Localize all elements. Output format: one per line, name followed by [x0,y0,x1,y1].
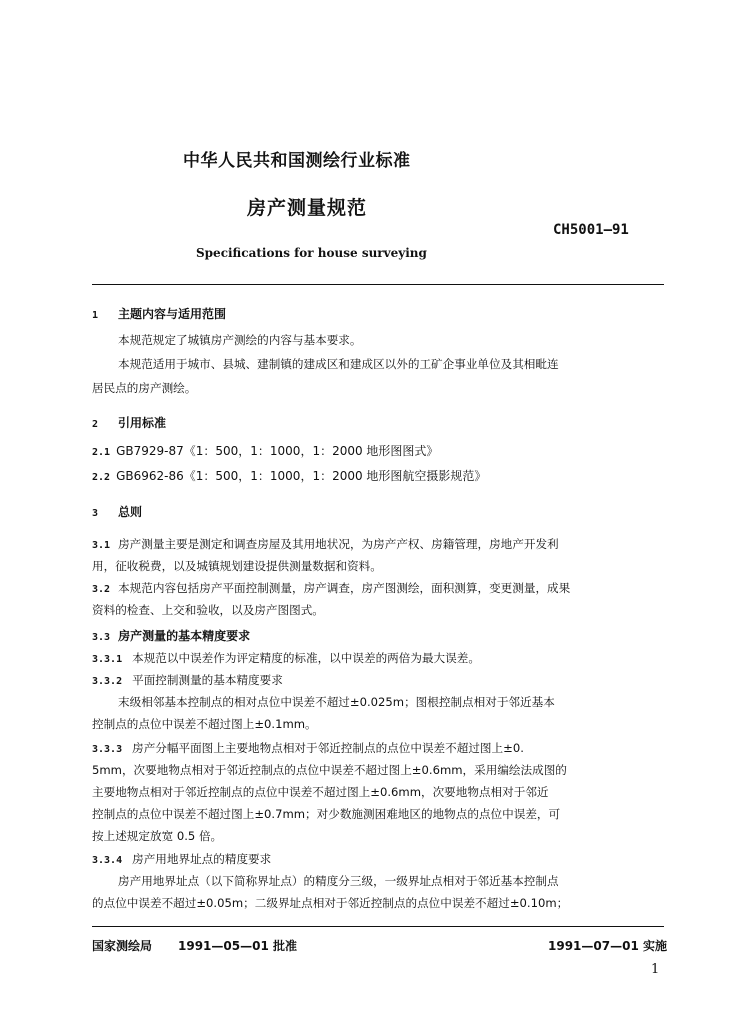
clause-3-3-1 [92,648,480,670]
clause-number: 3.3 [92,632,111,643]
section-number: 1 [92,310,99,321]
clause-title: 平面控制测量的基本精度要求 [132,673,283,687]
paragraph: 资料的检查、上交和验收，以及房产图图式。 [92,603,324,617]
clause-text: 本规范内容包括房产平面控制测量，房产调查，房产图测绘，面积测算，变更测量，成果 [118,581,571,595]
standard-title: 中华人民共和国测绘行业标准 [183,151,411,171]
header-divider [92,284,664,285]
paragraph: 控制点的点位中误差不超过图上±0.1mm。 [92,717,317,731]
section-3-heading [92,503,142,520]
clause-title: 房产用地界址点的精度要求 [132,852,272,866]
paragraph: 居民点的房产测绘。 [92,381,197,395]
paragraph: 的点位中误差不超过±0.05m；二级界址点相对于邻近控制点的点位中误差不超过±0.10m； [92,896,569,910]
paragraph: 本规范适用于城市、县城、建制镇的建成区和建成区以外的工矿企事业单位及其相毗连 [118,357,559,371]
clause-text: 房产分幅平面图上主要地物点相对于邻近控制点的点位中误差不超过图上±0. [132,741,524,755]
english-title: Specifications for house surveying [196,246,427,260]
document-title: 房产测量规范 [247,197,368,219]
footer-divider [92,926,664,927]
clause-3-3-2 [92,670,283,692]
section-number: 2 [92,419,99,430]
paragraph: 主要地物点相对于邻近控制点的点位中误差不超过图上±0.6mm，次要地物点相对于邻近 [92,785,549,799]
section-1-heading [92,305,226,322]
paragraph: 按上述规定放宽 0.5 倍。 [92,829,223,843]
clause-number: 3.3.2 [92,676,123,687]
clause-number: 3.2 [92,584,111,595]
reference-item [92,442,438,459]
clause-number: 2.2 [92,472,111,483]
clause-text: 本规范以中误差作为评定精度的标准，以中误差的两倍为最大误差。 [132,651,480,665]
clause-number: 3.3.3 [92,744,123,755]
section-title: 总则 [118,505,143,519]
standard-code: CH5001—91 [553,222,629,238]
implementation-date: 1991—07—01 实施 [548,939,667,953]
approval-date: 1991—05—01 批准 [178,939,297,953]
paragraph: 本规范规定了城镇房产测绘的内容与基本要求。 [118,333,362,347]
paragraph: 用，征收税费，以及城镇规划建设提供测量数据和资料。 [92,559,382,573]
section-title: 引用标准 [118,416,167,430]
paragraph: 房产用地界址点（以下简称界址点）的精度分三级，一级界址点相对于邻近基本控制点 [118,874,559,888]
reference-text: GB6962-86《1：500，1：1000，1：2000 地形图航空摄影规范》 [116,469,487,483]
reference-text: GB7929-87《1：500，1：1000，1：2000 地形图图式》 [116,444,439,458]
clause-number: 3.1 [92,540,111,551]
clause-number: 3.3.4 [92,855,123,866]
section-2-heading [92,414,166,431]
clause-3-2 [92,578,570,600]
clause-3-3-4 [92,849,271,871]
section-number: 3 [92,508,99,519]
clause-number: 2.1 [92,447,111,458]
clause-number: 3.3.1 [92,654,123,665]
clause-title: 房产测量的基本精度要求 [118,629,251,643]
paragraph: 5mm，次要地物点相对于邻近控制点的点位中误差不超过图上±0.6mm，采用编绘法成图的 [92,763,567,777]
clause-text: 房产测量主要是测定和调查房屋及其用地状况，为房产产权、房籍管理，房地产开发利 [118,537,559,551]
paragraph: 控制点的点位中误差不超过图上±0.7mm；对少数施测困难地区的地物点的点位中误差，可 [92,807,561,821]
page-number: 1 [651,962,660,977]
section-title: 主题内容与适用范围 [118,307,227,321]
clause-3-3-3 [92,738,524,760]
reference-item [92,467,486,484]
clause-3-1 [92,534,559,556]
paragraph: 末级相邻基本控制点的相对点位中误差不超过±0.025m；图根控制点相对于邻近基本 [118,695,555,709]
issuer: 国家测绘局 [92,939,153,953]
clause-3-3-heading [92,627,250,644]
